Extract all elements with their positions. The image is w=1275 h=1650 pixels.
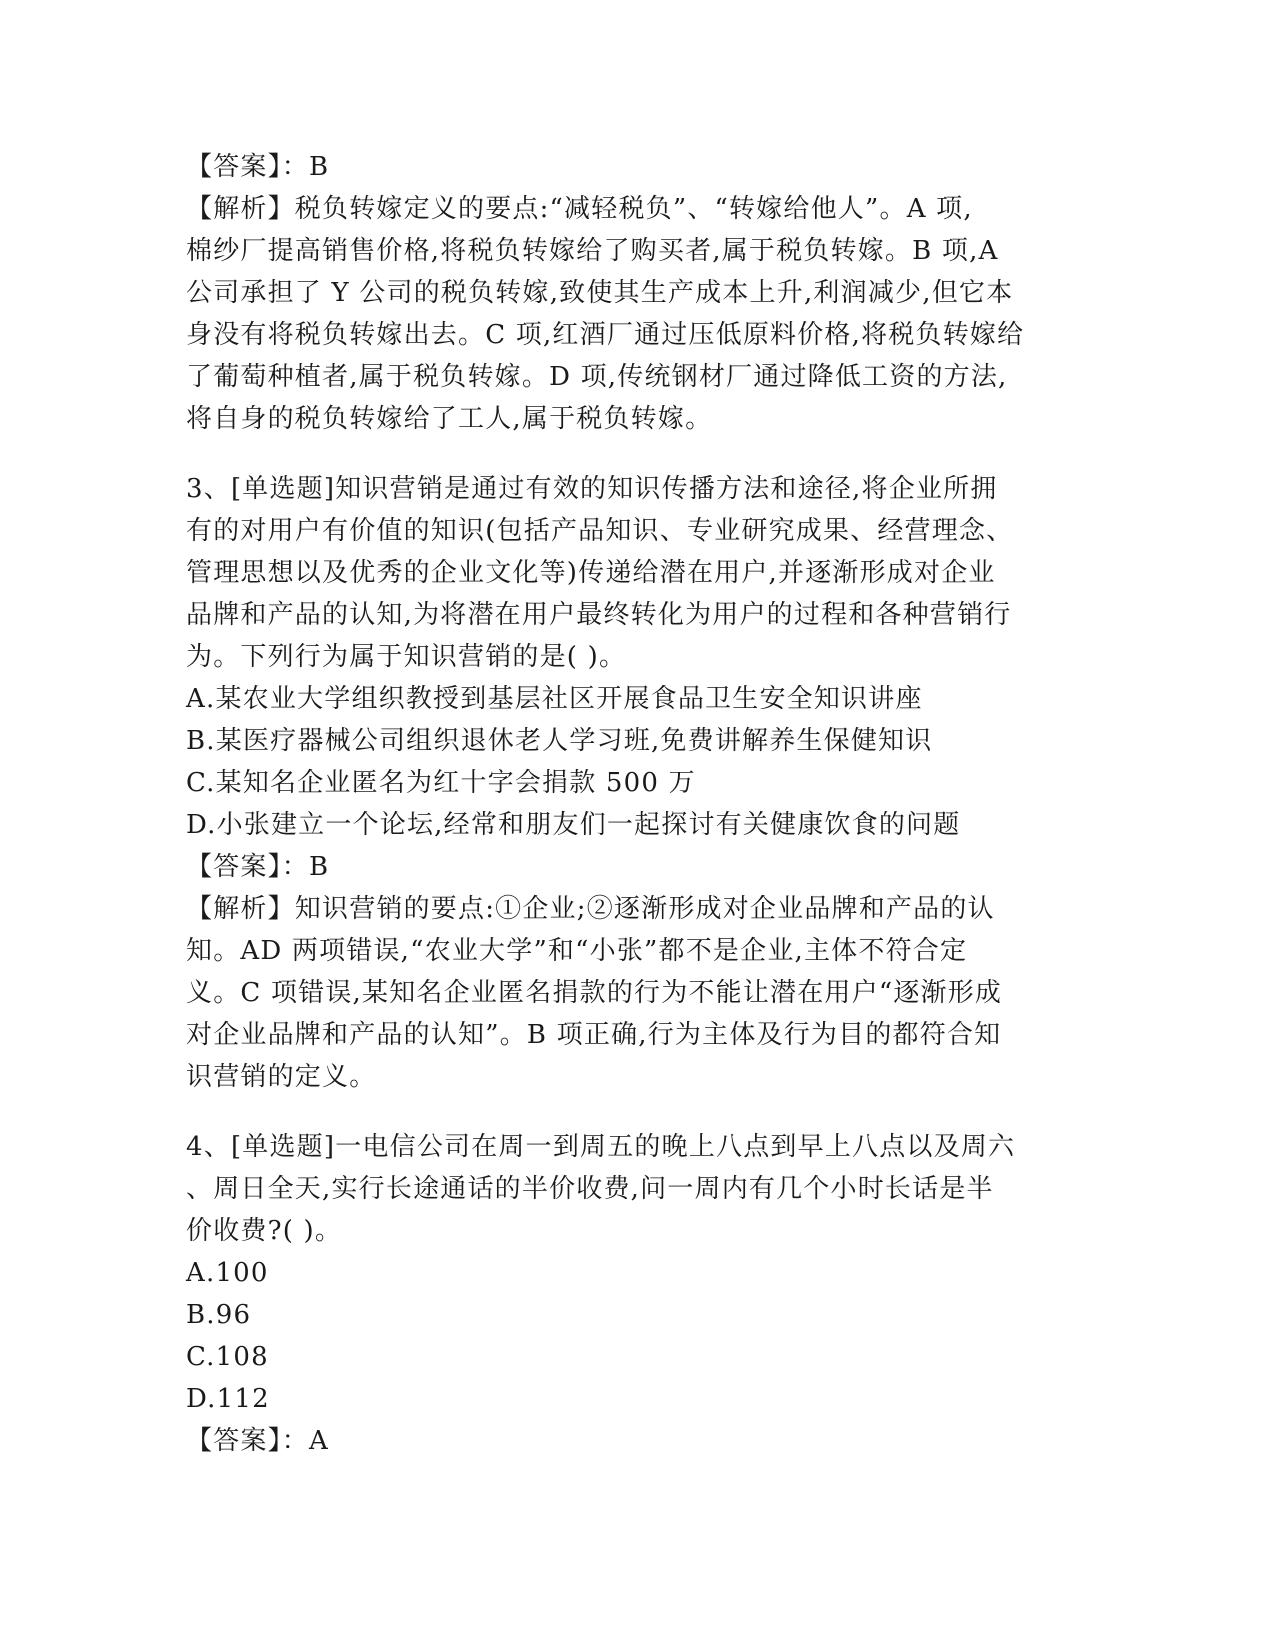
question-line: 为。下列行为属于知识营销的是( )。 bbox=[186, 642, 627, 672]
option-a: A.100 bbox=[186, 1258, 269, 1288]
option-b: B.某医疗器械公司组织退休老人学习班,免费讲解养生保健知识 bbox=[186, 726, 933, 756]
question-line: 4、[单选题]一电信公司在周一到周五的晚上八点到早上八点以及周六 bbox=[186, 1132, 1016, 1162]
answer-line: 【答案】：A bbox=[186, 1426, 329, 1456]
question-line: 3、[单选题]知识营销是通过有效的知识传播方法和途径,将企业所拥 bbox=[186, 474, 998, 504]
option-d: D.112 bbox=[186, 1384, 270, 1414]
analysis-line: 义。C 项错误,某知名企业匿名捐款的行为不能让潜在用户“逐渐形成 bbox=[186, 978, 1003, 1008]
answer-line: 【答案】：B bbox=[186, 852, 330, 882]
option-b: B.96 bbox=[186, 1300, 252, 1330]
question-line: 、周日全天,实行长途通话的半价收费,问一周内有几个小时长话是半 bbox=[186, 1174, 994, 1204]
analysis-line: 【解析】知识营销的要点:①企业;②逐渐形成对企业品牌和产品的认 bbox=[186, 894, 995, 924]
answer-section-q2 bbox=[186, 146, 1086, 440]
analysis-line: 公司承担了 Y 公司的税负转嫁,致使其生产成本上升,利润减少,但它本 bbox=[186, 278, 1014, 308]
analysis-line: 对企业品牌和产品的认知”。B 项正确,行为主体及行为目的都符合知 bbox=[186, 1020, 1002, 1050]
question-line: 价收费?( )。 bbox=[186, 1216, 343, 1246]
analysis-line: 将自身的税负转嫁给了工人,属于税负转嫁。 bbox=[186, 404, 713, 434]
answer-line: 【答案】：B bbox=[186, 152, 330, 182]
analysis-line: 了葡萄种植者,属于税负转嫁。D 项,传统钢材厂通过降低工资的方法, bbox=[186, 362, 1008, 392]
analysis-line: 棉纱厂提高销售价格,将税负转嫁给了购买者,属于税负转嫁。B 项,A bbox=[186, 236, 999, 266]
analysis-line: 识营销的定义。 bbox=[186, 1062, 377, 1092]
option-d: D.小张建立一个论坛,经常和朋友们一起探讨有关健康饮食的问题 bbox=[186, 810, 961, 840]
analysis-line: 【解析】税负转嫁定义的要点:“减轻税负”、“转嫁给他人”。A 项, bbox=[186, 194, 973, 224]
question-3 bbox=[186, 468, 1086, 1098]
question-line: 有的对用户有价值的知识(包括产品知识、专业研究成果、经营理念、 bbox=[186, 516, 1014, 546]
question-line: 管理思想以及优秀的企业文化等)传递给潜在用户,并逐渐形成对企业 bbox=[186, 558, 996, 588]
option-c: C.108 bbox=[186, 1342, 269, 1372]
option-c: C.某知名企业匿名为红十字会捐款 500 万 bbox=[186, 768, 696, 798]
question-line: 品牌和产品的认知,为将潜在用户最终转化为用户的过程和各种营销行 bbox=[186, 600, 1012, 630]
document-page bbox=[186, 146, 1086, 1462]
option-a: A.某农业大学组织教授到基层社区开展食品卫生安全知识讲座 bbox=[186, 684, 923, 714]
question-4 bbox=[186, 1126, 1086, 1462]
analysis-line: 身没有将税负转嫁出去。C 项,红酒厂通过压低原料价格,将税负转嫁给 bbox=[186, 320, 1025, 350]
analysis-line: 知。AD 两项错误,“农业大学”和“小张”都不是企业,主体不符合定 bbox=[186, 936, 968, 966]
